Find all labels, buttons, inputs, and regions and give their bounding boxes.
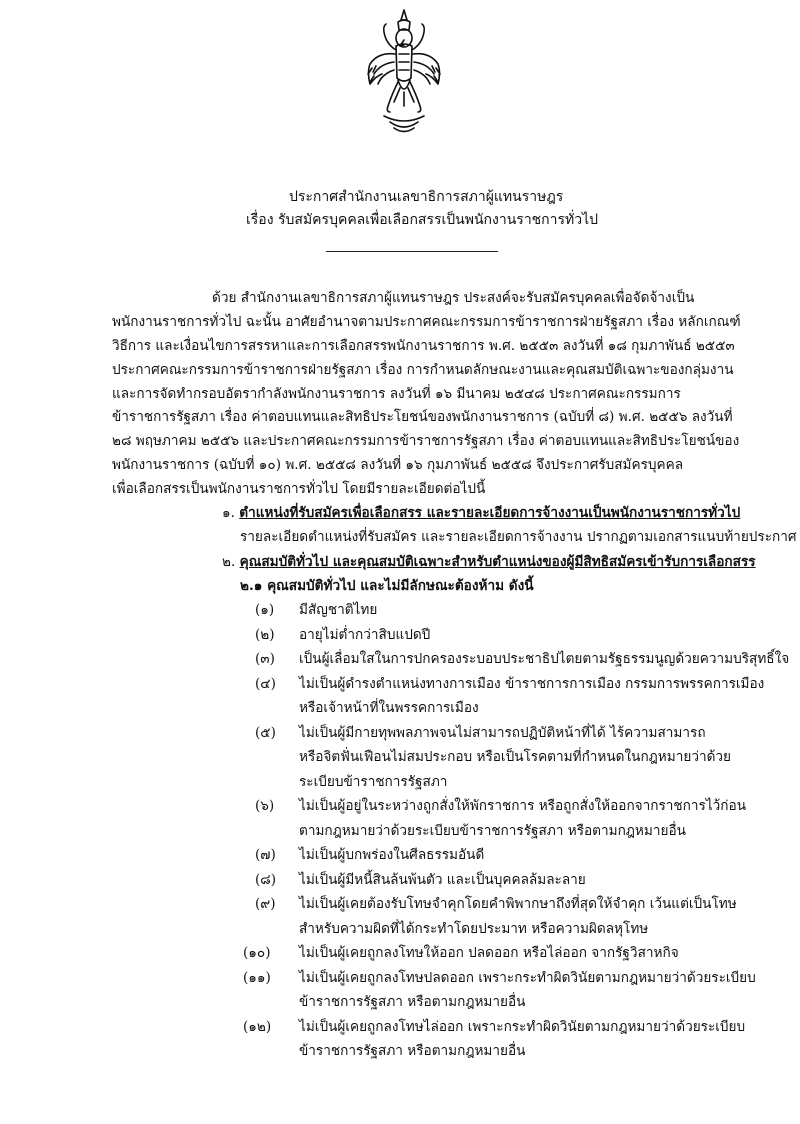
list-item-number: (๙) bbox=[255, 896, 276, 912]
list-item-number: (๕) bbox=[255, 724, 276, 741]
list-item bbox=[243, 1015, 775, 1064]
list-item bbox=[255, 843, 775, 868]
list-item-text: ไม่เป็นผู้เคยถูกลงโทษปลดออก เพราะกระทำผิดวินัยตามกฎหมายว่าด้วยระเบียบ bbox=[299, 969, 756, 986]
section-2-number: ๒. bbox=[222, 554, 236, 570]
list-item bbox=[255, 672, 775, 721]
list-item-number: (๑๐) bbox=[243, 945, 271, 961]
list-item-text: มีสัญชาติไทย bbox=[299, 602, 378, 618]
list-item-number: (๒) bbox=[255, 626, 275, 643]
list-item-number: (๑๑) bbox=[243, 969, 271, 986]
list-item-text: ข้าราชการรัฐสภา หรือตามกฎหมายอื่น bbox=[299, 994, 526, 1010]
list-item-number: (๖) bbox=[255, 798, 275, 814]
list-item-text: ไม่เป็นผู้ดำรงตำแหน่งทางการเมือง ข้าราชการการเมือง กรรมการพรรคการเมือง bbox=[299, 675, 765, 692]
list-item-text: ไม่เป็นผู้มีกายทุพพลภาพจนไม่สามารถปฏิบัติหน้าที่ได้ ไร้ความสามารถ bbox=[299, 724, 706, 741]
list-item-text: ไม่เป็นผู้บกพร่องในศีลธรรมอันดี bbox=[299, 847, 485, 863]
list-item-text: หรือจิตฟั่นเฟือนไม่สมประกอบ หรือเป็นโรคตามที่กำหนดในกฎหมายว่าด้วย bbox=[299, 749, 732, 765]
intro-line: ด้วย สำนักงานเลขาธิการสภาผู้แทนราษฎร ประสงค์จะรับสมัครบุคคลเพื่อจัดจ้างเป็น bbox=[212, 290, 695, 306]
list-item-text: ไม่เป็นผู้เคยถูกลงโทษไล่ออก เพราะกระทำผิดวินัยตามกฎหมายว่าด้วยระเบียบ bbox=[299, 1018, 746, 1035]
list-item bbox=[243, 941, 775, 966]
list-item bbox=[255, 794, 775, 843]
list-item-text: อายุไม่ต่ำกว่าสิบแปดปี bbox=[299, 626, 431, 643]
intro-line: เพื่อเลือกสรรเป็นพนักงานราชการทั่วไป โดยมีรายละเอียดต่อไปนี้ bbox=[112, 481, 486, 498]
section-1-detail: รายละเอียดตำแหน่งที่รับสมัคร และรายละเอียดการจ้างงาน ปรากฏตามเอกสารแนบท้ายประกาศ bbox=[240, 529, 797, 545]
intro-line: ข้าราชการรัฐสภา เรื่อง ค่าตอบแทนและสิทธิประโยชน์ของพนักงานราชการ (ฉบับที่ ๘) พ.ศ. ๒๕๕๖ ลงวันที่ bbox=[112, 409, 733, 426]
intro-line: พนักงานราชการทั่วไป ฉะนั้น อาศัยอำนาจตามประกาศคณะกรรมการข้าราชการฝ่ายรัฐสภา เรื่อง หลักเกณฑ์ bbox=[112, 313, 741, 330]
header-line-1: ประกาศสำนักงานเลขาธิการสภาผู้แทนราษฎร bbox=[289, 189, 564, 205]
intro-line: ๒๘ พฤษภาคม ๒๕๕๖ และประกาศคณะกรรมการข้าราชการรัฐสภา เรื่อง ค่าตอบแทนและสิทธิประโยชน์ของ bbox=[112, 433, 740, 450]
intro-line: และการจัดทำกรอบอัตรากำลังพนักงานราชการ ลงวันที่ ๑๖ มีนาคม ๒๕๔๘ ประกาศคณะกรรมการ bbox=[112, 385, 681, 402]
list-item bbox=[255, 721, 775, 795]
list-item bbox=[243, 966, 775, 1015]
list-item-number: (๑๒) bbox=[243, 1018, 272, 1035]
list-item-text: หรือเจ้าหน้าที่ในพรรคการเมือง bbox=[299, 700, 479, 716]
intro-line: ประกาศคณะกรรมการข้าราชการฝ่ายรัฐสภา เรื่อง การกำหนดลักษณะงานและคุณสมบัติเฉพาะของกลุ่มงาน bbox=[112, 361, 734, 378]
list-item bbox=[255, 868, 775, 893]
section-2-1-heading bbox=[240, 575, 534, 599]
section-1-heading bbox=[222, 502, 740, 526]
list-item-text: ระเบียบข้าราชการรัฐสภา bbox=[299, 773, 448, 790]
list-item-number: (๑) bbox=[255, 602, 275, 618]
section-2-heading bbox=[222, 551, 756, 575]
list-item-text: ไม่เป็นผู้มีหนี้สินล้นพ้นตัว และเป็นบุคคลล้มละลาย bbox=[299, 871, 586, 888]
list-item-number: (๔) bbox=[255, 675, 276, 692]
intro-line: วิธีการ และเงื่อนไขการสรรหาและการเลือกสรรพนักงานราชการ พ.ศ. ๒๕๕๓ ลงวันที่ ๑๘ กุมภาพันธ์ ๒๕๕๓ bbox=[112, 337, 735, 354]
list-item-text: ไม่เป็นผู้เคยต้องรับโทษจำคุกโดยคำพิพากษาถึงที่สุดให้จำคุก เว้นแต่เป็นโทษ bbox=[299, 896, 737, 912]
list-item bbox=[255, 623, 775, 648]
section-2-title: คุณสมบัติทั่วไป และคุณสมบัติเฉพาะสำหรับตำแหน่งของผู้มีสิทธิสมัครเข้ารับการเลือกสรร bbox=[239, 554, 756, 570]
list-item-text: ไม่เป็นผู้เคยถูกลงโทษให้ออก ปลดออก หรือไล่ออก จากรัฐวิสาหกิจ bbox=[299, 945, 679, 961]
list-item-number: (๗) bbox=[255, 847, 276, 863]
intro-paragraph bbox=[112, 287, 741, 502]
list-item bbox=[255, 892, 775, 941]
list-item-text: ตามกฎหมายว่าด้วยระเบียบข้าราชการรัฐสภา หรือตามกฎหมายอื่น bbox=[299, 822, 686, 839]
garuda-emblem-icon bbox=[364, 8, 444, 136]
intro-line: พนักงานราชการ (ฉบับที่ ๑๐) พ.ศ. ๒๕๕๘ ลงวันที่ ๑๖ กุมภาพันธ์ ๒๕๕๘ จึงประกาศรับสมัครบุคคล bbox=[112, 457, 684, 474]
list-item-text: เป็นผู้เลื่อมใสในการปกครองระบอบประชาธิปไตยตามรัฐธรรมนูญด้วยความบริสุทธิ์ใจ bbox=[299, 651, 790, 667]
list-item bbox=[255, 598, 775, 623]
section-2-1-number: ๒.๑ bbox=[240, 578, 263, 594]
list-item-text: สำหรับความผิดที่ได้กระทำโดยประมาท หรือความผิดลหุโทษ bbox=[299, 920, 649, 937]
list-item-text: ข้าราชการรัฐสภา หรือตามกฎหมายอื่น bbox=[299, 1043, 526, 1059]
section-1-number: ๑. bbox=[222, 505, 235, 521]
list-item bbox=[255, 647, 790, 672]
section-2-1-title: คุณสมบัติทั่วไป และไม่มีลักษณะต้องห้าม ดังนี้ bbox=[267, 578, 534, 594]
list-item-number: (๘) bbox=[255, 871, 277, 888]
qualification-list bbox=[243, 598, 790, 1064]
section-1-title: ตำแหน่งที่รับสมัครเพื่อเลือกสรร และรายละเอียดการจ้างงานเป็นพนักงานราชการทั่วไป bbox=[239, 505, 741, 521]
header-divider bbox=[326, 251, 498, 252]
header-line-2: เรื่อง รับสมัครบุคคลเพื่อเลือกสรรเป็นพนักงานราชการทั่วไป bbox=[246, 212, 599, 228]
list-item-number: (๓) bbox=[255, 651, 275, 667]
list-item-text: ไม่เป็นผู้อยู่ในระหว่างถูกสั่งให้พักราชการ หรือถูกสั่งให้ออกจากราชการไว้ก่อน bbox=[299, 798, 746, 814]
